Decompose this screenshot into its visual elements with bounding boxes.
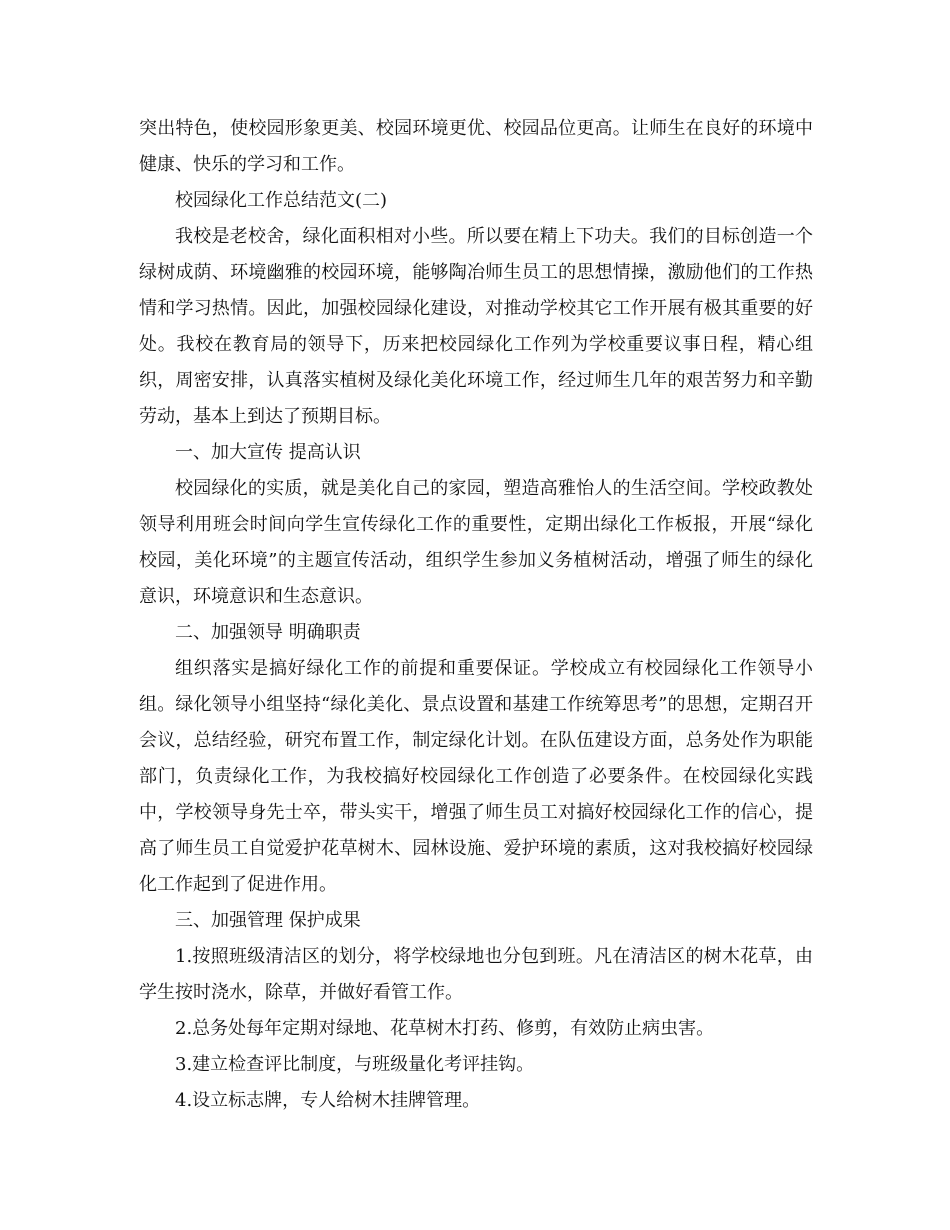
paragraph-intro-continuation: 突出特色，使校园形象更美、校园环境更优、校园品位更高。让师生在良好的环境中健康、快乐的学习和工作。 (139, 118, 813, 175)
list-item-3: 3.建立检查评比制度，与班级量化考评挂钩。 (175, 1054, 535, 1075)
paragraph-overview: 我校是老校舍，绿化面积相对小些。所以要在精上下功夫。我们的目标创造一个绿树成荫、环境幽雅的校园环境，能够陶冶师生员工的思想情操，激励他们的工作热情和学习热情。因此，加强校园绿化建设，对推动学校其它工作开展有极其重要的好处。我校在教育局的领导下，历来把校园绿化工作列为学校重要议事日程，精心组织，周密安排，认真落实植树及绿化美化环境工作，经过师生几年的艰苦努力和辛勤劳动，基本上到达了预期目标。 (139, 226, 813, 427)
heading-section-2: 二、加强领导 明确职责 (175, 622, 361, 643)
list-item-4: 4.设立标志牌，专人给树木挂牌管理。 (175, 1090, 481, 1111)
heading-section-1: 一、加大宣传 提高认识 (175, 442, 361, 463)
paragraph-section-2: 组织落实是搞好绿化工作的前提和重要保证。学校成立有校园绿化工作领导小组。绿化领导小组坚持“绿化美化、景点设置和基建工作统筹思考”的思想，定期召开会议，总结经验，研究布置工作，制定绿化计划。在队伍建设方面，总务处作为职能部门，负责绿化工作，为我校搞好校园绿化工作创造了必要条件。在校园绿化实践中，学校领导身先士卒，带头实干，增强了师生员工对搞好校园绿化工作的信心，提高了师生员工自觉爱护花草树木、园林设施、爱护环境的素质，这对我校搞好校园绿化工作起到了促进作用。 (139, 658, 813, 895)
section-title: 校园绿化工作总结范文(二) (175, 190, 388, 211)
list-item-2: 2.总务处每年定期对绿地、花草树木打药、修剪，有效防止病虫害。 (175, 1018, 715, 1039)
heading-section-3: 三、加强管理 保护成果 (175, 910, 361, 931)
list-item-1: 1.按照班级清洁区的划分，将学校绿地也分包到班。凡在清洁区的树木花草，由学生按时浇水，除草，并做好看管工作。 (139, 946, 813, 1003)
paragraph-section-1: 校园绿化的实质，就是美化自己的家园，塑造高雅怡人的生活空间。学校政教处领导利用班会时间向学生宣传绿化工作的重要性，定期出绿化工作板报，开展“绿化校园，美化环境”的主题宣传活动，组织学生参加义务植树活动，增强了师生的绿化意识，环境意识和生态意识。 (139, 478, 813, 607)
document-body (139, 111, 813, 1119)
